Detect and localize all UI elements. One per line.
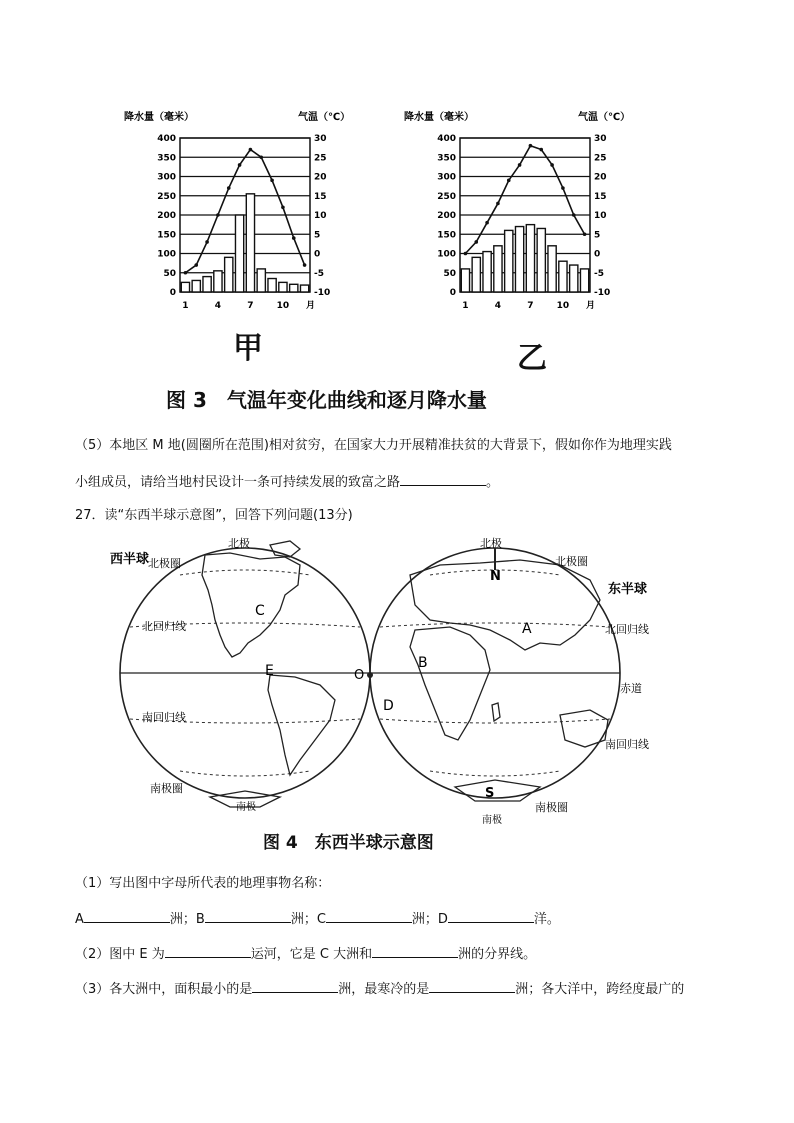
q1-suffix-b: 洲；C: [290, 912, 326, 927]
yi-x-tick: 4: [494, 301, 502, 311]
antarctic-circle-east: [430, 771, 560, 776]
jia-right-tick: 25: [314, 153, 327, 164]
yi-precip-bar: [483, 252, 491, 292]
q1-answers: [75, 909, 560, 929]
letter-b: B: [418, 655, 428, 671]
yi-temp-point: [485, 221, 489, 225]
yi-left-tick: 100: [437, 249, 456, 260]
climate-chart-yi: [400, 100, 630, 340]
yi-temp-point: [561, 186, 565, 190]
jia-temp-line: [185, 150, 304, 273]
jia-left-tick: 50: [163, 268, 176, 279]
jia-x-unit: 月: [306, 301, 316, 311]
answer-blank-coldest[interactable]: [429, 979, 515, 993]
yi-precip-bar: [548, 246, 556, 292]
jia-precip-bar: [214, 271, 222, 292]
jia-temp-point: [205, 240, 209, 244]
yi-temp-point: [474, 240, 478, 244]
jia-left-tick: 0: [169, 288, 176, 298]
yi-y-right-title: 气温（℃）: [578, 112, 631, 123]
yi-left-tick: 250: [437, 191, 456, 202]
yi-left-tick: 50: [443, 268, 456, 279]
jia-precip-bar: [192, 280, 200, 292]
jia-temp-point: [270, 179, 274, 183]
antarctic-circle-label-east: 南极圈: [535, 801, 568, 814]
jia-right-tick: 15: [314, 191, 327, 202]
answer-blank-a[interactable]: [84, 909, 170, 923]
yi-precip-bar: [461, 269, 469, 292]
north-pole-label-east: 北极: [480, 537, 502, 550]
tropic-capricorn-label-west: 南回归线: [142, 711, 186, 724]
q2-part-c: 洲的分界线。: [458, 947, 537, 962]
yi-temp-point: [583, 232, 587, 236]
q1-title: （1）写出图中字母所代表的地理事物名称：: [75, 876, 331, 891]
jia-left-tick: 200: [157, 211, 176, 221]
jia-precip-bar: [203, 277, 211, 292]
jia-right-tick: -10: [314, 288, 331, 298]
tropic-cancer-label-east: 北回归线: [605, 623, 649, 636]
jia-left-tick: 150: [157, 230, 176, 241]
tropic-cancer-label-west: 北回归线: [142, 620, 186, 633]
jia-left-tick: 400: [157, 134, 176, 144]
yi-x-unit: 月: [586, 301, 596, 311]
letter-e: E: [265, 663, 274, 679]
q3-part-b: 洲，最寒冷的是: [338, 982, 430, 997]
q3-part-a: （3）各大洲中，面积最小的是: [75, 982, 253, 997]
answer-blank-canal[interactable]: [165, 944, 251, 958]
q1-label-a: A: [75, 912, 84, 927]
q3-line: [75, 979, 684, 999]
answer-blank-b[interactable]: [205, 909, 291, 923]
yi-right-tick: -5: [594, 268, 604, 279]
tropic-capricorn-label-east: 南回归线: [605, 738, 649, 751]
chart-label-jia: 甲: [233, 331, 263, 366]
yi-x-tick: 1: [462, 301, 469, 311]
tropic-cancer-east: [380, 623, 610, 627]
south-america-outline: [268, 675, 335, 775]
jia-left-tick: 100: [157, 249, 176, 260]
jia-x-tick: 10: [276, 301, 290, 311]
yi-left-tick: 400: [437, 134, 456, 144]
letter-a: A: [522, 621, 532, 637]
jia-precip-bar: [268, 279, 276, 292]
madagascar-outline: [492, 703, 500, 721]
yi-right-tick: 30: [594, 134, 607, 144]
yi-temp-point: [529, 144, 533, 148]
yi-left-tick: 200: [437, 211, 456, 221]
figure3-caption: 图 3 气温年变化曲线和逐月降水量: [166, 388, 487, 412]
antarctic-circle-label-west: 南极圈: [150, 782, 183, 795]
q27-title: 27．读“东西半球示意图”，回答下列问题(13分): [75, 508, 353, 523]
yi-left-tick: 0: [449, 288, 456, 298]
q5-line1: （5）本地区 M 地(圆圈所在范围)相对贫穷，在国家大力开展精准扶贫的大背景下，假如你作为地理实践: [75, 438, 672, 453]
yi-x-tick: 10: [556, 301, 570, 311]
yi-temp-point: [539, 148, 543, 152]
yi-right-tick: 15: [594, 191, 607, 202]
yi-temp-point: [518, 163, 522, 167]
yi-left-tick: 300: [437, 172, 456, 183]
arctic-circle-label-east: 北极圈: [555, 555, 588, 568]
yi-right-tick: 5: [594, 230, 601, 241]
q1-suffix-c: 洲；D: [411, 912, 448, 927]
letter-n: N: [490, 569, 501, 584]
q2-part-b: 运河，它是 C 大洲和: [250, 947, 373, 962]
climate-chart-jia: [120, 100, 350, 340]
q3-part-c: 洲；各大洋中，跨经度最广的: [515, 982, 685, 997]
jia-temp-point: [216, 213, 220, 217]
jia-y-left-title: 降水量（毫米）: [124, 112, 194, 123]
yi-right-tick: 25: [594, 153, 607, 164]
jia-right-tick: 5: [314, 230, 321, 241]
chart-label-yi: 乙: [517, 341, 547, 376]
jia-temp-point: [281, 206, 285, 210]
q5-line2-end: 。: [486, 475, 500, 490]
yi-precip-bar: [472, 257, 480, 292]
jia-temp-point: [259, 155, 263, 159]
jia-x-tick: 1: [182, 301, 189, 311]
north-pole-label-west: 北极: [228, 537, 250, 550]
jia-right-tick: 30: [314, 134, 327, 144]
yi-right-tick: -10: [594, 288, 611, 298]
jia-precip-bar: [235, 215, 243, 292]
north-america-outline: [202, 553, 300, 657]
yi-temp-point: [572, 213, 576, 217]
south-pole-label-west: 南极: [236, 802, 256, 813]
jia-right-tick: -5: [314, 268, 324, 279]
yi-precip-bar: [570, 265, 578, 292]
jia-temp-point: [303, 263, 307, 267]
letter-d: D: [383, 698, 394, 714]
q5-answer-blank[interactable]: [400, 472, 486, 486]
jia-precip-bar: [225, 257, 233, 292]
answer-blank-c[interactable]: [326, 909, 412, 923]
q1-suffix-d: 洋。: [533, 912, 560, 927]
yi-right-tick: 0: [594, 249, 601, 260]
yi-precip-bar: [537, 228, 545, 292]
jia-x-tick: 7: [247, 301, 254, 311]
arctic-circle-west: [180, 570, 310, 575]
yi-left-tick: 350: [437, 153, 456, 164]
yi-x-tick: 7: [527, 301, 534, 311]
q5-line2-text: 小组成员，请给当地村民设计一条可持续发展的致富之路: [75, 475, 401, 490]
south-pole-label-east: 南极: [482, 815, 502, 826]
jia-temp-point: [249, 148, 253, 152]
jia-right-tick: 10: [314, 211, 327, 221]
answer-blank-continent[interactable]: [372, 944, 458, 958]
q2-line: [75, 944, 536, 964]
jia-temp-point: [227, 186, 231, 190]
jia-precip-bar: [279, 282, 287, 292]
answer-blank-d[interactable]: [448, 909, 534, 923]
jia-temp-point: [184, 271, 188, 275]
jia-precip-bar: [181, 282, 189, 292]
jia-precip-bar: [300, 285, 308, 292]
jia-temp-point: [238, 163, 242, 167]
letter-c: C: [255, 603, 265, 619]
yi-precip-bar: [526, 225, 534, 292]
yi-precip-bar: [580, 269, 588, 292]
arctic-circle-label-west: 北极圈: [148, 557, 181, 570]
equator-label: 赤道: [620, 682, 642, 695]
yi-temp-point: [496, 202, 500, 206]
hemispheres-map: [110, 535, 680, 835]
yi-precip-bar: [559, 261, 567, 292]
yi-temp-point: [464, 252, 468, 256]
q5-line2: [75, 472, 499, 492]
jia-x-tick: 4: [214, 301, 222, 311]
jia-left-tick: 300: [157, 172, 176, 183]
jia-precip-bar: [290, 284, 298, 292]
yi-precip-bar: [515, 227, 523, 292]
yi-right-tick: 10: [594, 211, 607, 221]
west-hemisphere-label: 西半球: [110, 552, 150, 567]
letter-o: O: [354, 668, 365, 683]
jia-precip-bar: [246, 194, 254, 292]
jia-left-tick: 250: [157, 191, 176, 202]
yi-temp-line: [465, 146, 584, 254]
east-hemisphere-label: 东半球: [608, 582, 648, 597]
yi-right-tick: 20: [594, 172, 607, 183]
point-o-marker: [367, 672, 373, 678]
yi-precip-bar: [505, 230, 513, 292]
jia-right-tick: 0: [314, 249, 321, 260]
yi-left-tick: 150: [437, 230, 456, 241]
yi-precip-bar: [494, 246, 502, 292]
q1-suffix-a: 洲；B: [169, 912, 205, 927]
jia-precip-bar: [257, 269, 265, 292]
jia-left-tick: 350: [157, 153, 176, 164]
letter-s: S: [485, 786, 495, 801]
jia-temp-point: [292, 236, 296, 240]
answer-blank-smallest[interactable]: [252, 979, 338, 993]
jia-temp-point: [194, 263, 198, 267]
australia-outline: [560, 710, 608, 747]
yi-temp-point: [550, 163, 554, 167]
q2-part-a: （2）图中 E 为: [75, 947, 165, 962]
yi-y-left-title: 降水量（毫米）: [404, 112, 474, 123]
jia-right-tick: 20: [314, 172, 327, 183]
jia-y-right-title: 气温（℃）: [298, 112, 351, 123]
yi-temp-point: [507, 179, 511, 183]
figure4-caption: 图 4 东西半球示意图: [263, 833, 434, 853]
